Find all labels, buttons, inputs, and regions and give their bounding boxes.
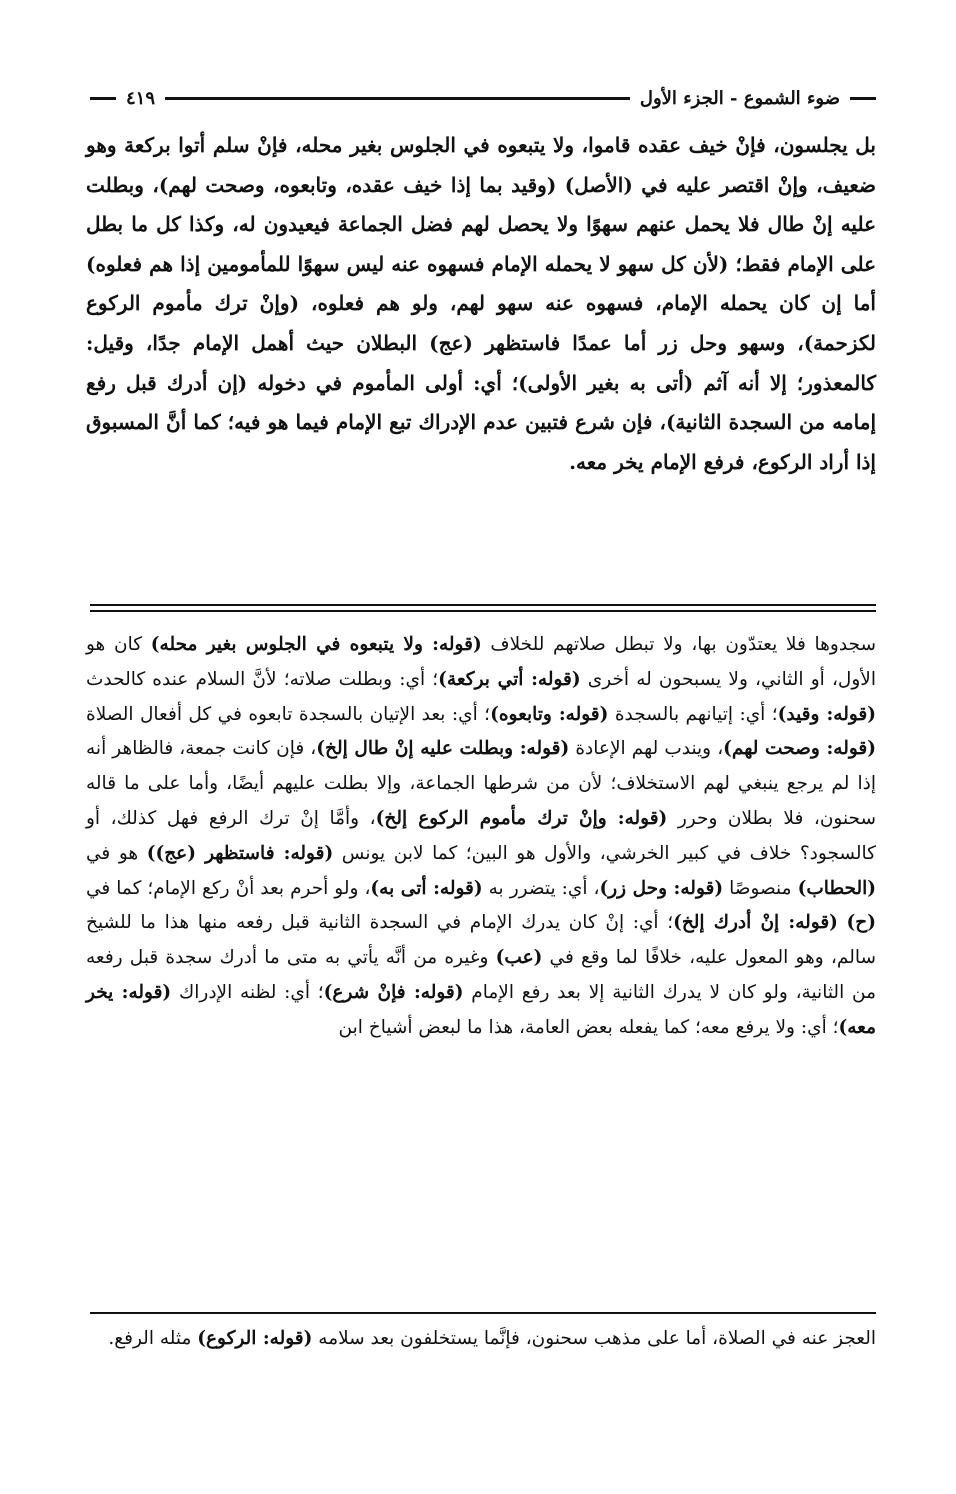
main-paragraph: بل يجلسون، فإنْ خيف عقده قاموا، ولا يتبعوه في الجلوس بغير محله، فإنْ سلم أتوا بركعة وهو ضعيف، وإنْ اقتصر عليه في (الأصل) (وقيد بما إذا خيف عقده، وتابعوه، وصحت لهم)، وبطلت عليه إنْ طال فلا يحمل عنهم سهوًا ولا يحصل لهم فضل الجماعة فيعيدون له، وكذا كل ما بطل على الإمام فقط؛ (لأن كل سهو لا يحمله الإمام فسهوه عنه ليس سهوًا للمأمومين إذا هم فعلوه) أما إن كان يحمله الإمام، فسهوه عنه سهو لهم، ولو هم فعلوه، (وإنْ ترك مأموم الركوع لكزحمة)، وسهو وحل زر أما عمدًا فاستظهر (عج) البطلان حيث أهمل الإمام جدًا، وقيل: كالمعذور؛ إلا أنه آثم (أتى به بغير الأولى)؛ أي: أولى المأموم في دخوله (إن أدرك قبل رفع إمامه من السجدة الثانية)، فإن شرع فتبين عدم الإدراك تبع الإمام فيما هو فيه؛ كما أنَّ المسبوق إذا أراد الركوع، فرفع الإمام يخر معه. (86, 133, 876, 474)
commentary-quote: (قوله: وتابعوه) (490, 703, 609, 725)
commentary-quote: (قوله: أتي بركعة) (438, 668, 581, 690)
commentary-text: ، أي: يتضرر به (482, 877, 600, 899)
commentary-text (838, 912, 847, 933)
double-separator (90, 604, 876, 612)
commentary-quote: (قوله: وحل زر) (599, 877, 724, 899)
commentary-text: هو في (86, 842, 147, 864)
commentary-text: ؛ أي: بعد الإتيان بالسجدة تابعوه في كل أفعال الصلاة (86, 703, 491, 725)
commentary-quote: (قوله: فاستظهر (عج)) (146, 842, 334, 864)
footnote (86, 1322, 876, 1357)
footnote-quote: (قوله: الركوع) (197, 1328, 313, 1349)
commentary-quote: (ح) (846, 912, 876, 934)
commentary-text: ، ولو أحرم بعد أنْ ركع الإمام؛ كما في (86, 877, 371, 899)
header-dash (850, 97, 876, 100)
commentary-text: ، وأمَّا إنْ ترك الرفع فهل كذلك، أو كالسجود؟ خلاف في كبير الخرشي، والأول هو البين؛ كما لابن يونس (86, 807, 876, 864)
footnote-separator (90, 1312, 876, 1314)
running-header (90, 78, 876, 118)
commentary-quote: (قوله: ولا يتبعوه في الجلوس بغير محله) (150, 634, 482, 655)
footnote-paragraph (86, 1322, 876, 1357)
header-dash-end (90, 97, 116, 100)
commentary-paragraph (86, 628, 876, 1046)
commentary-quote: (قوله: وإنْ ترك مأموم الركوع إلخ) (375, 807, 668, 829)
commentary-text: ؛ أي: لظنه الإدراك (171, 981, 324, 1003)
commentary-quote: (قوله: أتى به) (370, 877, 483, 899)
main-text (86, 126, 876, 482)
commentary-text: سجدوها فلا يعتدّون بها، ولا تبطل صلاتهم للخلاف (481, 634, 877, 655)
commentary-quote: (قوله: وصحت لهم) (723, 738, 876, 760)
commentary-quote: (عب) (495, 947, 543, 969)
commentary-text: وغيره من أنَّه يأتي به متى ما أدرك سجدة قبل رفعه من الثانية، ولو كان لا يدرك الثانية إلا بعد رفع الإمام (86, 947, 876, 1003)
commentary-quote: (قوله: فإنْ شرع) (323, 981, 464, 1003)
footnote-text: العجز عنه في الصلاة، أما على مذهب سحنون، فإنَّما يستخلفون بعد سلامه (312, 1328, 876, 1349)
commentary-text: ؛ أي: ولا يرفع معه؛ كما يفعله بعض العامة، هذا ما لبعض أشياخ ابن (338, 1016, 839, 1038)
commentary-quote: (قوله: وقيد) (777, 703, 876, 725)
commentary-text: ؛ أي: إتيانهم بالسجدة (608, 703, 778, 725)
commentary-text: ، فإن كانت جمعة، فالظاهر أنه إذا لم يرجع ينبغي لهم الاستخلاف؛ لأن من شرطها الجماعة، وإلا بطلت عليهم أيضًا، وأما على ما قاله سحنون، فلا بطلان وحرر (86, 738, 876, 829)
header-rule (165, 97, 630, 100)
commentary-quote: (قوله: يخر معه) (86, 981, 876, 1038)
book-title: ضوء الشموع - الجزء الأول (639, 87, 840, 109)
commentary-text: ؛ أي: وبطلت صلاته؛ لأنَّ السلام عنده كالحدث (86, 668, 439, 690)
commentary-quote: (قوله: إنْ أدرك إلخ) (673, 912, 838, 934)
commentary-text: كان هو الأول، أو الثاني، ولا يسبحون له أخرى (86, 634, 877, 690)
commentary-text: ، ويندب لهم الإعادة (569, 738, 724, 760)
commentary-quote: (قوله: وبطلت عليه إنْ طال إلخ) (316, 738, 570, 760)
commentary-text: منصوصًا (723, 877, 798, 899)
commentary-text: ؛ أي: إنْ كان يدرك الإمام في السجدة الثانية قبل رفعه منها هذا ما للشيخ سالم، وهو المعول عليه، خلافًا لما وقع في (86, 912, 876, 969)
commentary (86, 628, 876, 1046)
page-number: ٤١٩ (126, 87, 156, 109)
commentary-quote: (الحطاب) (797, 877, 877, 899)
footnote-text: مثله الرفع. (108, 1328, 198, 1349)
